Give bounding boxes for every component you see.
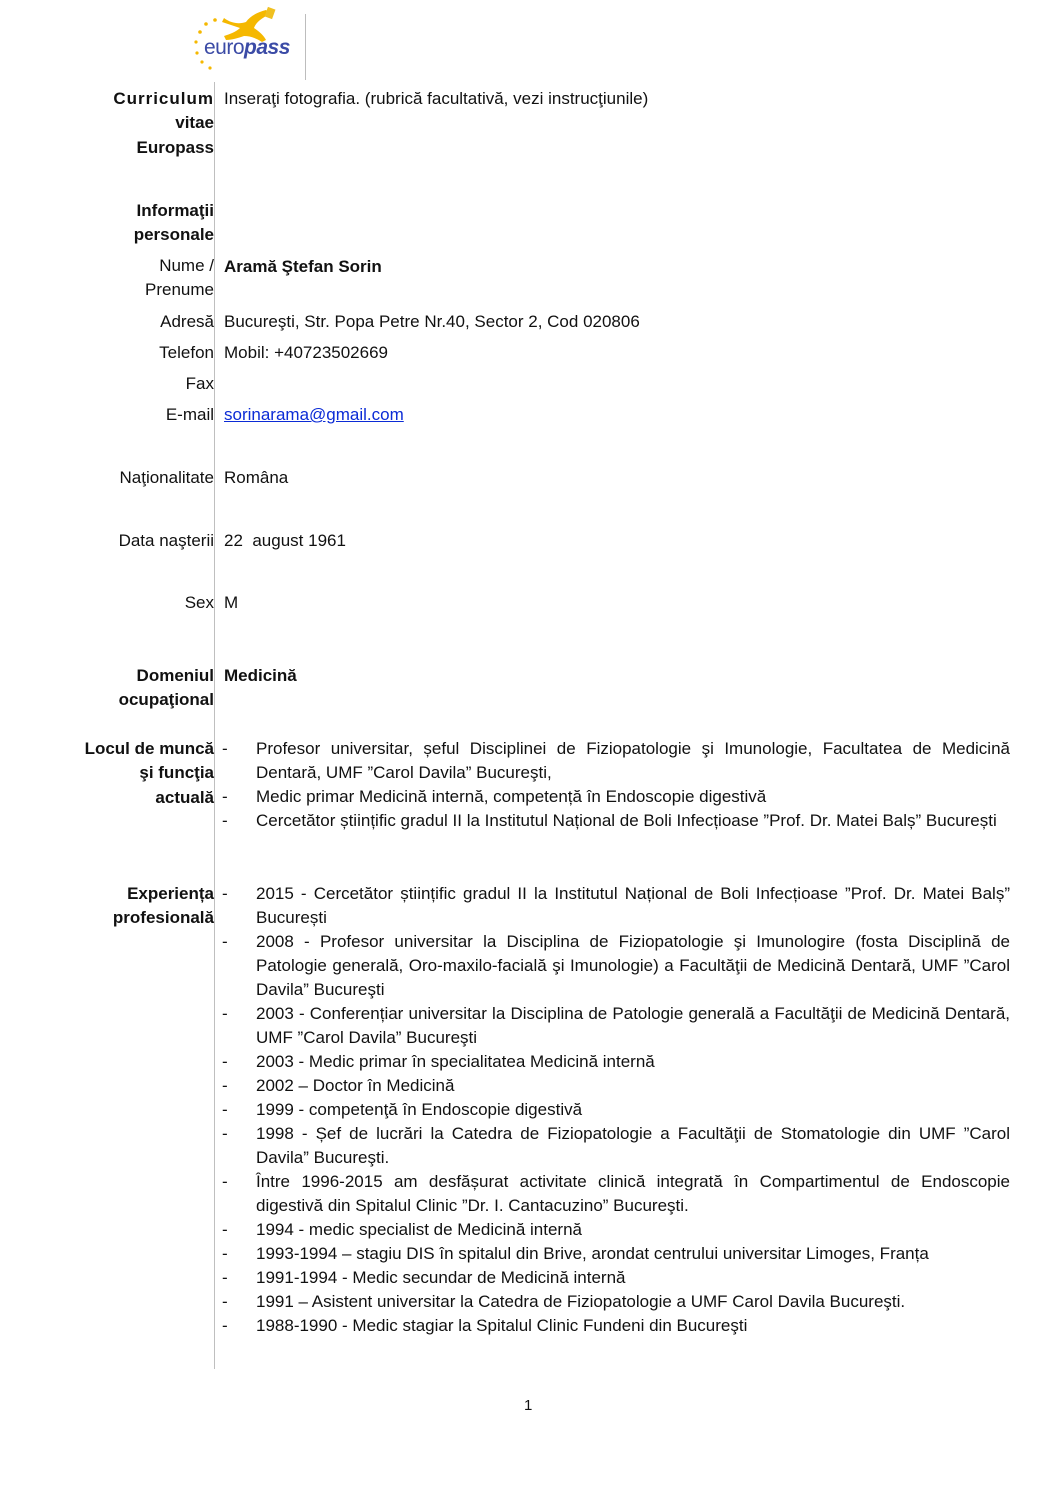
experience-list — [222, 882, 1010, 1338]
domain-value: Medicină — [224, 666, 297, 685]
current-job-label-line-1: Locul de muncă — [84, 739, 214, 758]
phone-label: Telefon — [159, 343, 214, 362]
bullet-dash: - — [222, 1220, 228, 1239]
bullet-dash: - — [222, 787, 228, 806]
sex-label: Sex — [184, 593, 214, 612]
email-label: E-mail — [165, 405, 214, 424]
domain-label-line-2: ocupaţional — [118, 690, 214, 709]
current-job-label-line-2: şi funcţia — [139, 763, 214, 782]
list-item: - 2002 – Doctor în Medicină — [222, 1074, 1010, 1098]
bullet-dash: - — [222, 1124, 228, 1143]
cv-title-line-2: vitae — [175, 113, 214, 132]
birthdate-value: 22 august 1961 — [224, 531, 346, 550]
list-item: - 2003 - Medic primar în specialitatea Medicină internă — [222, 1050, 1010, 1074]
list-item: - 2003 - Conferențiar universitar la Disciplina de Patologie generală a Facultăţii de Medicină Dentară, UMF ”Carol Davila” Bucureşti — [222, 1004, 1010, 1047]
birthdate-label: Data naşterii — [118, 531, 214, 550]
nationality-value: Româna — [224, 468, 289, 487]
domain-label-line-1: Domeniul — [136, 666, 214, 685]
address-value: Bucureşti, Str. Popa Petre Nr.40, Sector 2, Cod 020806 — [224, 312, 640, 331]
section-personal-line-2: personale — [133, 225, 214, 244]
full-name: Aramă Ştefan Sorin — [224, 257, 382, 276]
bullet-dash: - — [222, 1172, 228, 1191]
bullet-dash: - — [222, 1100, 228, 1119]
bullet-dash: - — [222, 932, 228, 951]
list-item: - Cercetător științific gradul II la Institutul Național de Boli Infecțioase ”Prof. Dr. Matei Balș” București — [222, 809, 1010, 833]
cv-title-line-1: Curriculum — [113, 89, 214, 108]
list-item: - 1993-1994 – stagiu DIS în spitalul din Brive, arondat centrului universitar Limoges, Franța — [222, 1242, 1010, 1266]
fax-label: Fax — [185, 374, 214, 393]
bullet-dash: - — [222, 884, 228, 903]
bullet-dash: - — [222, 739, 228, 758]
list-item: - 2015 - Cercetător științific gradul II la Institutul Național de Boli Infecțioase ”Prof. Dr. Matei Balș” București — [222, 884, 1010, 927]
bullet-dash: - — [222, 1268, 228, 1287]
email-link[interactable]: sorinarama@gmail.com — [224, 405, 404, 424]
current-job-label-line-3: actuală — [155, 788, 214, 807]
current-job-list — [222, 737, 1010, 833]
bullet-dash: - — [222, 1316, 228, 1335]
nationality-label: Naţionalitate — [119, 468, 214, 487]
name-label-line-1: Nume / — [159, 256, 214, 275]
list-item: - 1994 - medic specialist de Medicină internă — [222, 1218, 1010, 1242]
list-item: - 1998 - Șef de lucrări la Catedra de Fiziopatologie a Facultăţii de Stomatologie din UMF ”Carol Davila” Bucureşti. — [222, 1124, 1010, 1167]
cv-title-line-3: Europass — [136, 138, 214, 157]
page-number: 1 — [524, 1397, 533, 1414]
column-divider — [214, 82, 215, 1369]
bullet-dash: - — [222, 1004, 228, 1023]
name-label-line-2: Prenume — [145, 280, 214, 299]
address-label: Adresă — [160, 312, 214, 331]
experience-label-line-1: Experiența — [127, 884, 214, 903]
experience-label-line-2: profesională — [112, 908, 214, 927]
bullet-dash: - — [222, 1052, 228, 1071]
bullet-dash: - — [222, 1292, 228, 1311]
list-item: - 2008 - Profesor universitar la Disciplina de Fiziopatologie şi Imunologire (fosta Disciplină de Patologie generală, Oro-maxilo-facială şi Imunologie) a Facultăţii de Medicină Dentară, UMF ”Carol Davila” Bucureşti — [222, 932, 1010, 999]
list-item: - Medic primar Medicină internă, competență în Endoscopie digestivă — [222, 785, 1010, 809]
list-item: - Între 1996-2015 am desfășurat activitate clinică integrată în Compartimentul de Endoscopie digestivă din Spitalul Clinic ”Dr. I. Cantacuzino” Bucureşti. — [222, 1172, 1010, 1215]
list-item: - Profesor universitar, șeful Disciplinei de Fiziopatologie şi Imunologie, Facultatea de Medicină Dentară, UMF ”Carol Davila” Bucureşti, — [222, 739, 1010, 782]
europass-wordmark: europass — [204, 36, 290, 59]
list-item: - 1991 – Asistent universitar la Catedra de Fiziopatologie a UMF Carol Davila Bucureşti. — [222, 1290, 1010, 1314]
list-item: - 1991-1994 - Medic secundar de Medicină internă — [222, 1266, 1010, 1290]
bullet-dash: - — [222, 1076, 228, 1095]
bullet-dash: - — [222, 811, 228, 830]
list-item: - 1988-1990 - Medic stagiar la Spitalul Clinic Fundeni din Bucureşti — [222, 1314, 1010, 1338]
list-item: - 1999 - competenţă în Endoscopie digestivă — [222, 1098, 1010, 1122]
phone-value: Mobil: +40723502669 — [224, 343, 388, 362]
logo-divider — [305, 14, 306, 80]
photo-placeholder-note: Inseraţi fotografia. (rubrică facultativă, vezi instrucţiunile) — [224, 89, 649, 108]
section-personal-line-1: Informaţii — [136, 201, 214, 220]
sex-value: M — [224, 593, 239, 612]
bullet-dash: - — [222, 1244, 228, 1263]
